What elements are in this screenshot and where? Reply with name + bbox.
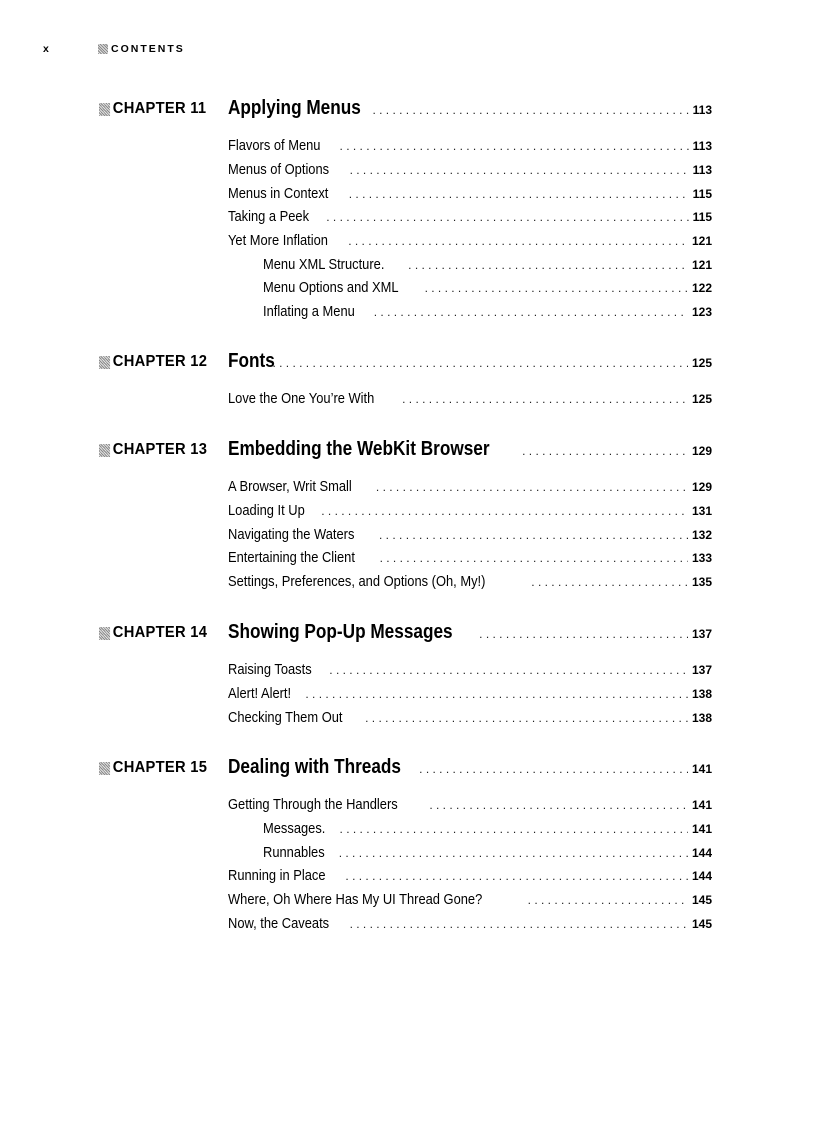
entry-title: Checking Them Out bbox=[228, 709, 343, 726]
entry-page: 137 bbox=[691, 663, 712, 677]
chapter-heading bbox=[0, 438, 816, 464]
entry-title: Inflating a Menu bbox=[263, 303, 355, 320]
entry-title: A Browser, Writ Small bbox=[228, 478, 352, 495]
chapter-page[interactable]: 129 bbox=[691, 444, 712, 458]
entry-page: 129 bbox=[691, 480, 712, 494]
entry-page: 138 bbox=[691, 711, 712, 725]
leader-dots bbox=[349, 188, 689, 200]
entry-title: Running in Place bbox=[228, 867, 326, 884]
bullet-square-icon bbox=[99, 762, 110, 775]
chapter-title-row bbox=[228, 350, 712, 373]
toc-entry[interactable] bbox=[228, 526, 712, 543]
chapter-title-row bbox=[228, 756, 712, 779]
leader-dots bbox=[429, 799, 688, 811]
chapter-label: CHAPTER 13 bbox=[99, 441, 207, 459]
entry-title: Menu XML Structure. bbox=[263, 256, 385, 273]
entry-page: 135 bbox=[691, 575, 712, 589]
leader-dots bbox=[402, 393, 688, 405]
entry-title: Raising Toasts bbox=[228, 661, 312, 678]
toc-entry[interactable] bbox=[228, 232, 712, 249]
bullet-square-icon bbox=[99, 627, 110, 640]
entry-page: 121 bbox=[691, 234, 712, 248]
chapter-label: CHAPTER 12 bbox=[99, 353, 207, 371]
leader-dots bbox=[321, 505, 688, 517]
leader-dots bbox=[374, 306, 688, 318]
leader-dots bbox=[379, 529, 688, 541]
toc-entry[interactable] bbox=[228, 549, 712, 566]
entry-title: Runnables bbox=[263, 844, 325, 861]
toc-entry[interactable] bbox=[228, 709, 712, 726]
leader-dots bbox=[272, 357, 688, 369]
leader-dots bbox=[419, 763, 688, 775]
entry-page: 123 bbox=[691, 305, 712, 319]
toc-entry[interactable] bbox=[228, 161, 712, 178]
toc-subentry[interactable] bbox=[263, 844, 712, 861]
chapter-title[interactable]: Applying Menus bbox=[228, 97, 361, 119]
entry-page: 141 bbox=[691, 798, 712, 812]
chapter-heading bbox=[0, 97, 816, 123]
toc-entry[interactable] bbox=[228, 185, 712, 202]
chapter-title[interactable]: Showing Pop-Up Messages bbox=[228, 621, 453, 643]
entry-page: 115 bbox=[692, 210, 712, 224]
entry-title: Where, Oh Where Has My UI Thread Gone? bbox=[228, 891, 483, 908]
entry-title: Now, the Caveats bbox=[228, 915, 330, 932]
chapter-title[interactable]: Dealing with Threads bbox=[228, 756, 401, 778]
entry-page: 131 bbox=[691, 504, 712, 518]
entry-page: 145 bbox=[691, 917, 712, 931]
entry-page: 133 bbox=[691, 551, 712, 565]
chapter-heading bbox=[0, 621, 816, 647]
entry-title: Getting Through the Handlers bbox=[228, 796, 398, 813]
bullet-square-icon bbox=[99, 444, 110, 457]
entry-title: Loading It Up bbox=[228, 502, 305, 519]
toc-entry[interactable] bbox=[228, 478, 712, 495]
entry-title: Menu Options and XML bbox=[263, 279, 399, 296]
entry-title: Menus of Options bbox=[228, 161, 330, 178]
entry-page: 144 bbox=[691, 846, 712, 860]
leader-dots bbox=[350, 164, 689, 176]
toc-entry[interactable] bbox=[228, 915, 712, 932]
chapter-title-row bbox=[228, 621, 712, 644]
leader-dots bbox=[380, 552, 688, 564]
chapter-heading bbox=[0, 350, 816, 376]
leader-dots bbox=[408, 259, 688, 271]
running-head-title: CONTENTS bbox=[111, 43, 185, 55]
leader-dots bbox=[479, 628, 688, 640]
entry-page: 141 bbox=[691, 822, 712, 836]
entry-title: Taking a Peek bbox=[228, 208, 310, 225]
chapter-title-row bbox=[228, 438, 712, 461]
entry-page: 115 bbox=[692, 187, 712, 201]
entry-title: Love the One You’re With bbox=[228, 390, 375, 407]
chapter-title[interactable]: Embedding the WebKit Browser bbox=[228, 438, 490, 460]
toc-entry[interactable] bbox=[228, 137, 712, 154]
entry-title: Flavors of Menu bbox=[228, 137, 321, 154]
entry-title: Alert! Alert! bbox=[228, 685, 292, 702]
leader-dots bbox=[348, 235, 688, 247]
leader-dots bbox=[305, 688, 688, 700]
toc-entry[interactable] bbox=[228, 390, 712, 407]
chapter-label: CHAPTER 15 bbox=[99, 759, 207, 777]
entry-page: 125 bbox=[691, 392, 712, 406]
chapter-page[interactable]: 141 bbox=[691, 762, 712, 776]
leader-dots bbox=[340, 140, 689, 152]
entry-page: 138 bbox=[691, 687, 712, 701]
bullet-square-icon bbox=[99, 103, 110, 116]
entry-page: 122 bbox=[691, 281, 712, 295]
entry-title: Messages. bbox=[263, 820, 326, 837]
entry-title: Yet More Inflation bbox=[228, 232, 328, 249]
toc-entry[interactable] bbox=[228, 685, 712, 702]
leader-dots bbox=[372, 104, 688, 116]
entry-page: 113 bbox=[692, 163, 712, 177]
entry-page: 121 bbox=[691, 258, 712, 272]
chapter-page[interactable]: 137 bbox=[691, 627, 712, 641]
toc-subentry[interactable] bbox=[263, 256, 712, 273]
toc-entry[interactable] bbox=[228, 891, 712, 908]
chapter-label: CHAPTER 14 bbox=[99, 624, 207, 642]
leader-dots bbox=[329, 664, 688, 676]
leader-dots bbox=[376, 481, 688, 493]
toc-entry[interactable] bbox=[228, 502, 712, 519]
entry-page: 144 bbox=[691, 869, 712, 883]
toc-subentry[interactable] bbox=[263, 303, 712, 320]
leader-dots bbox=[425, 282, 688, 294]
entry-title: Settings, Preferences, and Options (Oh, My!) bbox=[228, 573, 486, 590]
entry-title: Navigating the Waters bbox=[228, 526, 355, 543]
leader-dots bbox=[326, 211, 688, 223]
toc-subentry[interactable] bbox=[263, 279, 712, 296]
chapter-title-row bbox=[228, 97, 712, 120]
leader-dots bbox=[340, 823, 688, 835]
entry-title: Entertaining the Client bbox=[228, 549, 355, 566]
leader-dots bbox=[365, 712, 688, 724]
toc-entry[interactable] bbox=[228, 573, 712, 590]
bullet-square-icon bbox=[99, 356, 110, 369]
chapter-heading bbox=[0, 756, 816, 782]
chapter-title[interactable]: Fonts bbox=[228, 350, 275, 372]
entry-page: 145 bbox=[691, 893, 712, 907]
chapter-page[interactable]: 125 bbox=[691, 356, 712, 370]
entry-title: Menus in Context bbox=[228, 185, 329, 202]
leader-dots bbox=[522, 445, 688, 457]
toc-entry[interactable] bbox=[228, 796, 712, 813]
toc-entry[interactable] bbox=[228, 661, 712, 678]
entry-page: 132 bbox=[691, 528, 712, 542]
toc-entry[interactable] bbox=[228, 208, 712, 225]
chapter-label: CHAPTER 11 bbox=[99, 100, 206, 118]
leader-dots bbox=[345, 870, 688, 882]
chapter-page[interactable]: 113 bbox=[692, 103, 712, 117]
page-number: x bbox=[43, 43, 49, 55]
entry-page: 113 bbox=[692, 139, 712, 153]
toc-subentry[interactable] bbox=[263, 820, 712, 837]
toc-entry[interactable] bbox=[228, 867, 712, 884]
leader-dots bbox=[350, 918, 688, 930]
leader-dots bbox=[528, 894, 688, 906]
leader-dots bbox=[531, 576, 688, 588]
leader-dots bbox=[339, 847, 688, 859]
